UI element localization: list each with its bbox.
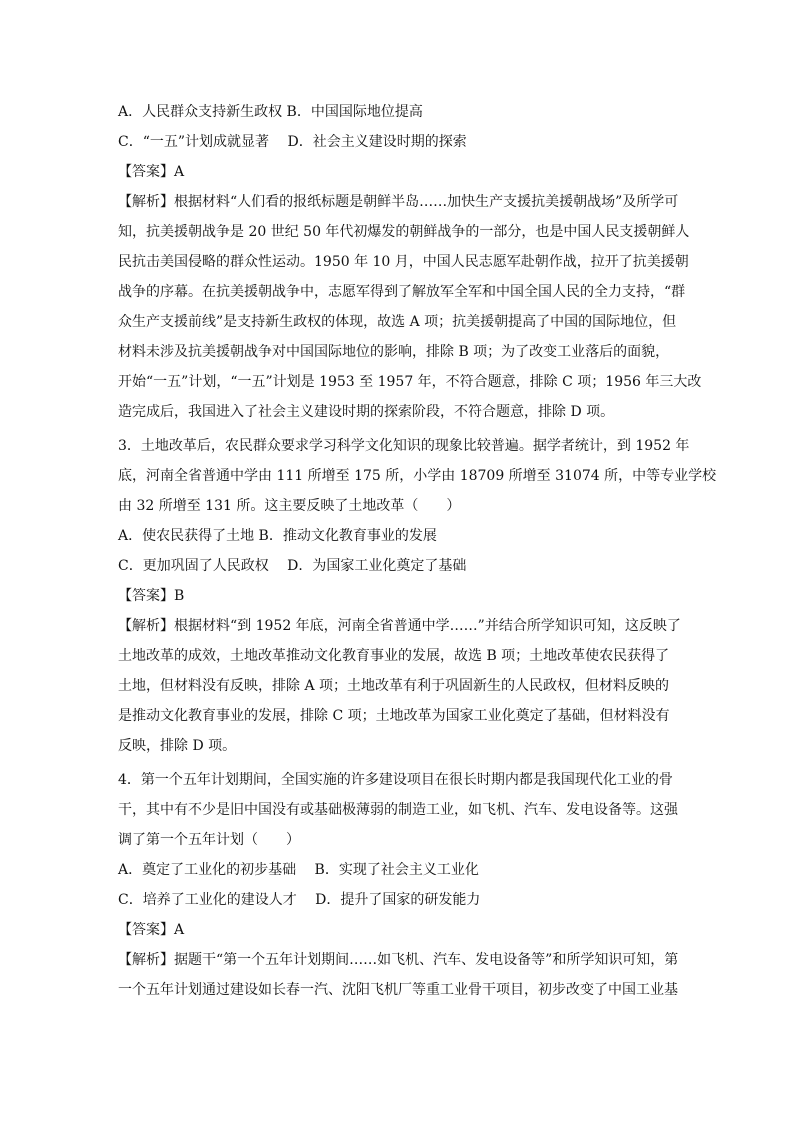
question-4-line: 干，其中有不少是旧中国没有或基础极薄弱的制造工业，如飞机、汽车、发电设备等。这强	[118, 802, 678, 818]
analysis-line: 一个五年计划通过建设如长春一汽、沈阳飞机厂等重工业骨干项目，初步改变了中国工业基	[118, 982, 678, 998]
question-3-line: 由 32 所增至 131 所。这主要反映了土地改革（ ）	[118, 498, 461, 514]
analysis-line: 造完成后，我国进入了社会主义建设时期的探索阶段，不符合题意，排除 D 项。	[118, 404, 615, 420]
analysis-line: 【解析】根据材料“人们看的报纸标题是朝鲜半岛……加快生产支援抗美援朝战场”及所学可	[118, 194, 679, 210]
analysis-line: 【解析】根据材料“到 1952 年底，河南全省普通中学……”并结合所学知识可知，这反映了	[118, 618, 681, 634]
analysis-line: 开始“一五”计划，“一五”计划是 1953 至 1957 年，不符合题意，排除 C 项；1956 年三大改	[118, 374, 702, 390]
question-4-line: 4．第一个五年计划期间，全国实施的许多建设项目在很长时期内都是我国现代化工业的骨	[118, 772, 673, 788]
option-line-c-d: C．更加巩固了人民政权 D．为国家工业化奠定了基础	[118, 558, 467, 574]
answer-line: 【答案】A	[118, 922, 185, 938]
option-line-a-b: A．奠定了工业化的初步基础 B．实现了社会主义工业化	[118, 862, 479, 878]
question-3-line: 底，河南全省普通中学由 111 所增至 175 所，小学由 18709 所增至 31074 所，中等专业学校	[118, 468, 717, 484]
question-3-line: 3．土地改革后，农民群众要求学习科学文化知识的现象比较普遍。据学者统计，到 1952 年	[118, 438, 690, 454]
option-line-c-d: C．培养了工业化的建设人才 D．提升了国家的研发能力	[118, 892, 481, 908]
option-line-c-d: C．“一五”计划成就显著 D．社会主义建设时期的探索	[118, 134, 467, 150]
analysis-line: 是推动文化教育事业的发展，排除 C 项；土地改革为国家工业化奠定了基础，但材料没有	[118, 708, 670, 724]
answer-line: 【答案】B	[118, 588, 185, 604]
analysis-line: 材料未涉及抗美援朝战争对中国国际地位的影响，排除 B 项；为了改变工业落后的面貌，	[118, 344, 670, 360]
analysis-line: 土地，但材料没有反映，排除 A 项；土地改革有利于巩固新生的人民政权，但材料反映的	[118, 678, 670, 694]
question-4-line: 调了第一个五年计划（ ）	[118, 832, 300, 848]
analysis-line: 战争的序幕。在抗美援朝战争中，志愿军得到了解放军全军和中国全国人民的全力支持，“群	[118, 284, 686, 300]
option-line-a-b: A．人民群众支持新生政权 B．中国国际地位提高	[118, 104, 423, 120]
analysis-line: 反映，排除 D 项。	[118, 738, 237, 754]
analysis-line: 民抗击美国侵略的群众性运动。1950 年 10 月，中国人民志愿军赴朝作战，拉开了抗美援朝	[118, 254, 689, 270]
analysis-line: 众生产支援前线”是支持新生政权的体现，故选 A 项；抗美援朝提高了中国的国际地位，但	[118, 314, 677, 330]
answer-line: 【答案】A	[118, 164, 185, 180]
option-line-a-b: A．使农民获得了土地 B．推动文化教育事业的发展	[118, 528, 437, 544]
analysis-line: 【解析】据题干“第一个五年计划期间……如飞机、汽车、发电设备等”和所学知识可知，第	[118, 952, 679, 968]
analysis-line: 知，抗美援朝战争是 20 世纪 50 年代初爆发的朝鲜战争的一部分，也是中国人民支援朝鲜人	[118, 224, 690, 240]
analysis-line: 土地改革的成效，土地改革推动文化教育事业的发展，故选 B 项；土地改革使农民获得了	[118, 648, 670, 664]
